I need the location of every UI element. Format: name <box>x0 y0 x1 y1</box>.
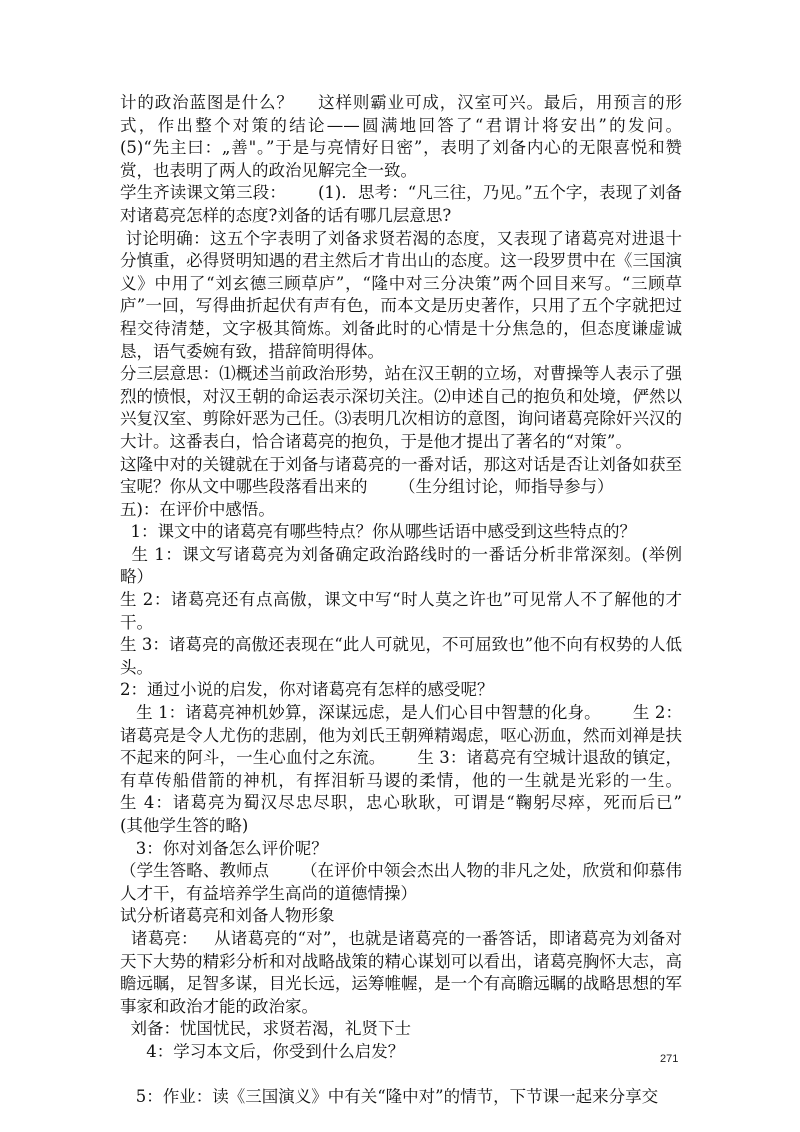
question-3: 3：你对刘备怎么评价呢？ <box>120 838 328 858</box>
paragraph-third-section-question: 学生齐读课文第三段： (1)．思考：“凡三往，乃见。”五个字，表现了刘备对诸葛亮怎样的态度?刘备的话有哪几层意思? <box>120 183 682 225</box>
body-text <box>120 92 714 1109</box>
paragraph-discussion: 讨论明确：这五个字表明了刘备求贤若渴的态度，又表现了诸葛亮对进退十分慎重，必得贤明知遇的君主然后才肯出山的态度。这一段罗贯中在《三国演义》中用了“刘玄德三顾草庐”，“隆中对三分决策”两个回目来写。“三顾草庐”一回，写得曲折起伏有声有色，而本文是历史著作，只用了五个字就把过程交待清楚，文字极其简炼。刘备此时的心情是十分焦急的，但态度谦虚诚恳，语气委婉有致，措辞简明得体。 <box>120 228 683 361</box>
character-analysis-heading: 试分析诸葛亮和刘备人物形象 <box>120 906 335 926</box>
question-4: 4：学习本文后，你受到什么启发？ <box>120 1041 405 1061</box>
teacher-comment: （学生答略、教师点 （在评价中领会杰出人物的非凡之处，欣赏和仰慕伟人才干，有益培养学生高尚的道德情操） <box>120 861 682 903</box>
student-answer-3: 生 3：诸葛亮的高傲还表现在“此人可就见，不可屈致也”他不向有权势的人低头。 <box>120 635 682 677</box>
blank-line <box>120 1064 682 1087</box>
zhuge-liang-analysis: 诸葛亮： 从诸葛亮的“对”，也就是诸葛亮的一番答话，即诸葛亮为刘备对天下大势的精彩分析和对战略战策的精心谋划可以看出，诸葛亮胸怀大志，高瞻远瞩，足智多谋，目光长远，运筹帷幄，是一个有高瞻远瞩的战略思想的军事家和政治才能的政治家。 <box>120 928 682 1016</box>
liu-bei-analysis: 刘备：忧国忧民，求贤若渴，礼贤下士 <box>120 1019 411 1039</box>
paragraph-key-dialogue: 这隆中对的关键就在于刘备与诸葛亮的一番对话，那这对话是否让刘备如获至宝呢？你从文中哪些段落看出来的 （生分组讨论，师指导参与） <box>120 454 682 497</box>
paragraph-three-layers: 分三层意思：⑴概述当前政治形势，站在汉王朝的立场，对曹操等人表示了强烈的愤恨，对汉王朝的命运表示深切关注。⑵申述自己的抱负和处境，俨然以兴复汉室、剪除奸恶为己任。⑶表明几次相访的意图，询问诸葛亮除奸兴汉的大计。这番表白，恰合诸葛亮的抱负，于是他才提出了著名的“对策”。 <box>120 364 682 451</box>
homework: 5：作业：读《三国演义》中有关“隆中对”的情节，下节课一起来分享交 <box>120 1087 659 1107</box>
student-answers-novel: 生 1：诸葛亮神机妙算，深谋远虑，是人们心目中智慧的化身。 生 2：诸葛亮是令人尤伤的悲剧，他为刘氏王朝殚精竭虑，呕心沥血，然而刘禅是扶不起来的阿斗，一生心血付之东流。 生 3：诸葛亮有空城计退敌的镇定，有草传船借箭的神机，有挥泪斩马谡的柔情，他的一生就是光彩的一生。 生 4：诸葛亮为蜀汉尽忠尽职，忠心耿耿，可谓是“鞠躬尽瘁，死而后已” (其他学生答的略) <box>120 703 714 835</box>
section-heading-evaluation: 五)：在评价中感悟。 <box>120 499 275 519</box>
page-number: 271 <box>660 1053 679 1065</box>
student-answer-1: 生 1：课文写诸葛亮为刘备确定政治路线时的一番话分析非常深刻。(举例略） <box>120 544 682 587</box>
student-answer-2: 生 2：诸葛亮还有点高傲，课文中写“时人莫之许也”可见常人不了解他的才干。 <box>120 590 682 632</box>
question-2: 2：通过小说的启发，你对诸葛亮有怎样的感受呢？ <box>120 680 494 700</box>
paragraph-strategy-conclusion: 计的政治蓝图是什么？ 这样则霸业可成，汉室可兴。最后，用预言的形式，作出整个对策的结论——圆满地回答了“君谓计将安出”的发问。 (5)“先主曰：„善"。”于是与亮情好日密”，表明了刘备内心的无限喜悦和赞赏，也表明了两人的政治见解完全一致。 <box>120 93 709 180</box>
question-1: 1：课文中的诸葛亮有哪些特点？你从哪些话语中感受到这些特点的？ <box>120 522 636 542</box>
